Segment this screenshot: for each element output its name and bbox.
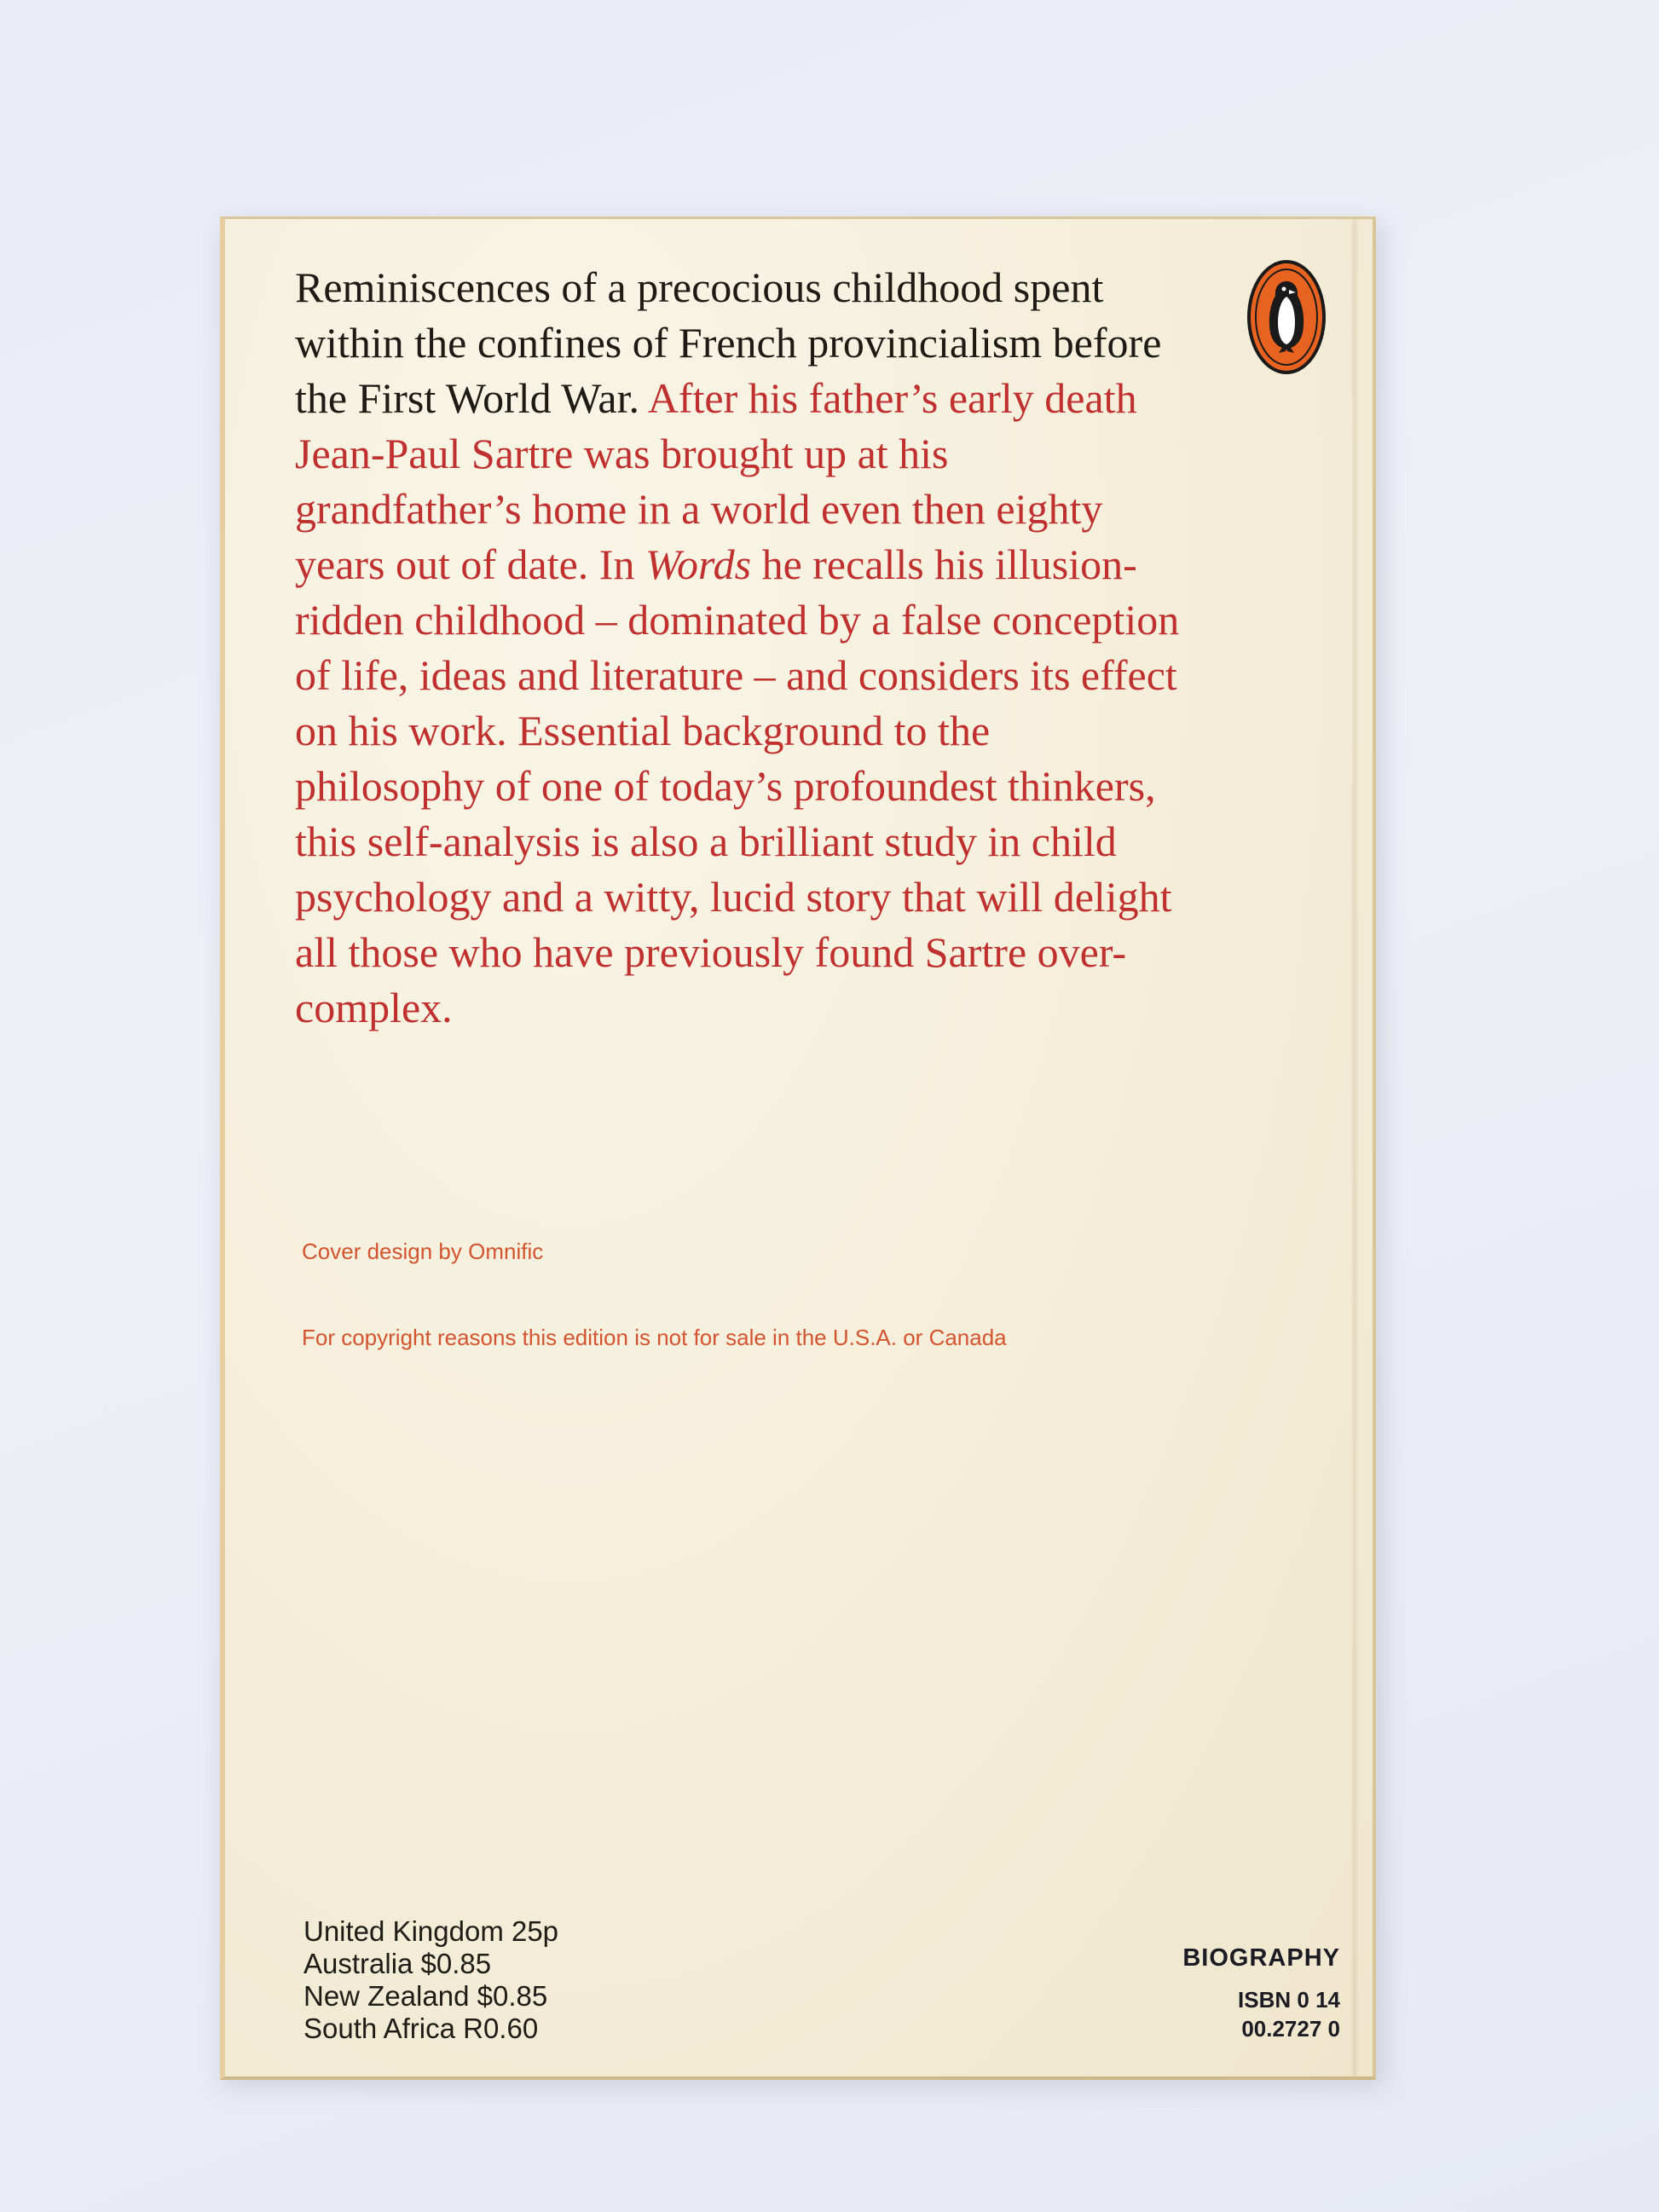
price-list [303, 1915, 558, 2045]
cover-design-credit: Cover design by Omnific [302, 1239, 544, 1264]
cover-crease [1350, 219, 1359, 2076]
copyright-notice: For copyright reasons this edition is not for sale in the U.S.A. or Canada [302, 1325, 1007, 1350]
price-new-zealand: New Zealand $0.85 [303, 1980, 548, 2012]
penguin-logo-icon [1245, 257, 1328, 377]
category-label: BIOGRAPHY [1182, 1944, 1340, 1972]
book-back-cover [220, 217, 1376, 2080]
price-south-africa: South Africa R0.60 [303, 2013, 539, 2044]
price-united-kingdom: United Kingdom 25p [303, 1915, 559, 1947]
isbn-block [1238, 1985, 1340, 2043]
blurb-intro: Reminiscences of a precocious childhood spent within the confines of French provincialism before the First World War. [295, 263, 1162, 422]
blurb-body-part-1: After his father’s early death Jean-Paul Sartre was brought up at his grandfather’s home in a world even then eighty years out of date. In [295, 374, 1137, 588]
blurb-text [295, 260, 1182, 1036]
blurb-book-title: Words [645, 540, 752, 588]
price-australia: Australia $0.85 [303, 1948, 492, 1979]
isbn-line-1: ISBN 0 14 [1238, 1987, 1340, 2013]
isbn-line-2: 00.2727 0 [1241, 2016, 1340, 2042]
blurb-body-part-2: he recalls his illusion-ridden childhood – dominated by a false conception of life, ideas and literature – and considers its effect on his work. Essential background to the philosophy of one of today’s profoundest thinkers, this self-analysis is also a brilliant study in child psychology and a witty, lucid story that will delight all those who have previously found Sartre over-complex. [295, 540, 1180, 1031]
